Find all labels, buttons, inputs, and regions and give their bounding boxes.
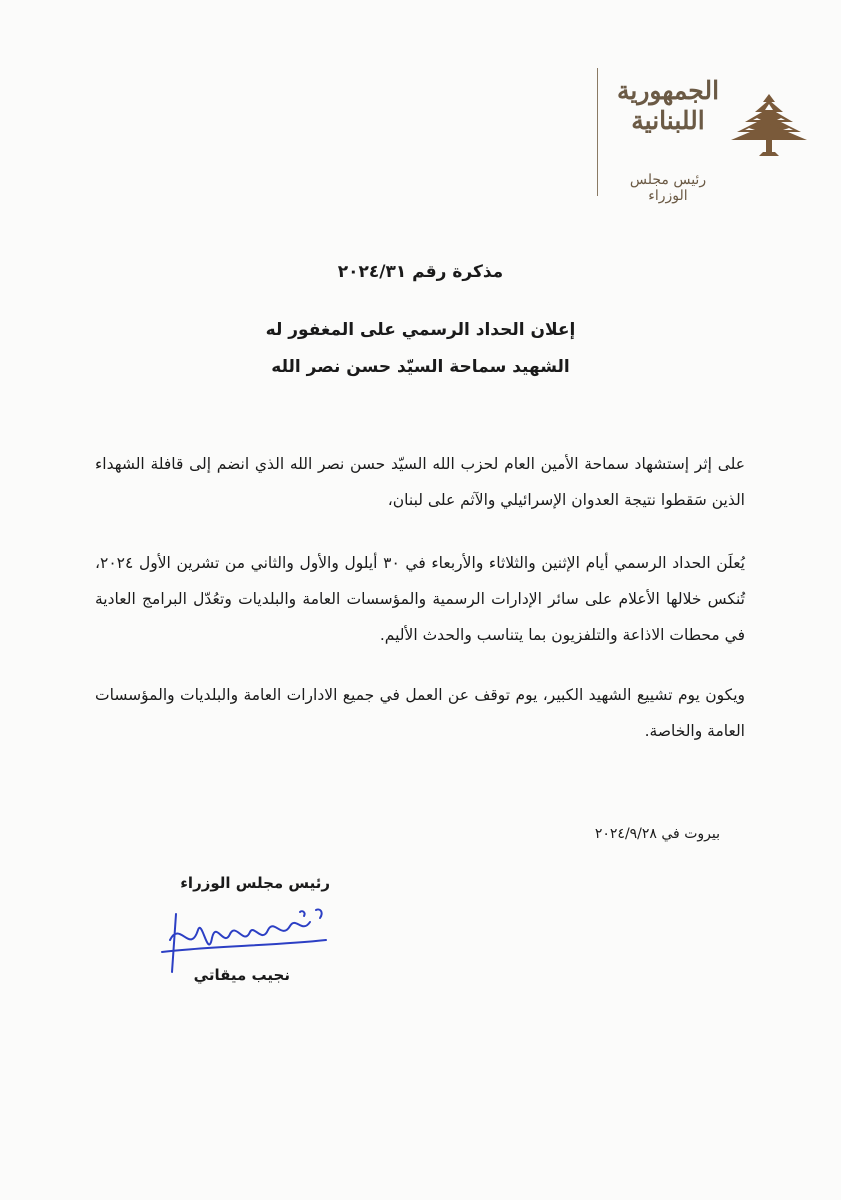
body-paragraph-1: على إثر إستشهاد سماحة الأمين العام لحزب الله السيّد حسن نصر الله الذي انضم إلى قافلة الشهداء الذين سَقطوا نتيجة العدوان الإسرائيلي والآثم على لبنان، — [95, 455, 745, 509]
memo-title-line1: إعلان الحداد الرسمي على المغفور له — [265, 320, 576, 340]
letterhead-title — [609, 76, 727, 136]
letterhead-title-line2: اللبنانية — [631, 106, 705, 135]
signatory-title: رئيس مجلس الوزراء — [180, 874, 330, 892]
letterhead-title-line1: الجمهورية — [616, 76, 720, 105]
letterhead-subtitle: رئيس مجلس الوزراء — [629, 172, 707, 204]
letterhead — [597, 68, 807, 204]
date-line: بيروت في ٢٠٢٤/٩/٢٨ — [594, 826, 720, 842]
signatory-name: نجيب ميقاتي — [193, 966, 290, 984]
cedar-icon — [729, 90, 809, 160]
memo-number: مذكرة رقم ٢٠٢٤/٣١ — [337, 262, 504, 282]
body-paragraph-3: ويكون يوم تشييع الشهيد الكبير، يوم توقف عن العمل في جميع الادارات العامة والبلديات والمؤسسات العامة والخاصة. — [95, 686, 745, 740]
body-paragraph-2: يُعلَن الحداد الرسمي أيام الإثنين والثلاثاء والأربعاء في ٣٠ أيلول والأول والثاني من تشرين الأول ٢٠٢٤، تُنكس خلالها الأعلام على سائر الإدارات الرسمية والمؤسسات العامة والبلديات وتعُدّل البرامج العادية في محطات الاذاعة والتلفزيون بما يتناسب والحدث الأليم. — [95, 554, 745, 644]
memo-title-line2: الشهيد سماحة السيّد حسن نصر الله — [271, 357, 570, 377]
letterhead-divider — [597, 68, 598, 196]
